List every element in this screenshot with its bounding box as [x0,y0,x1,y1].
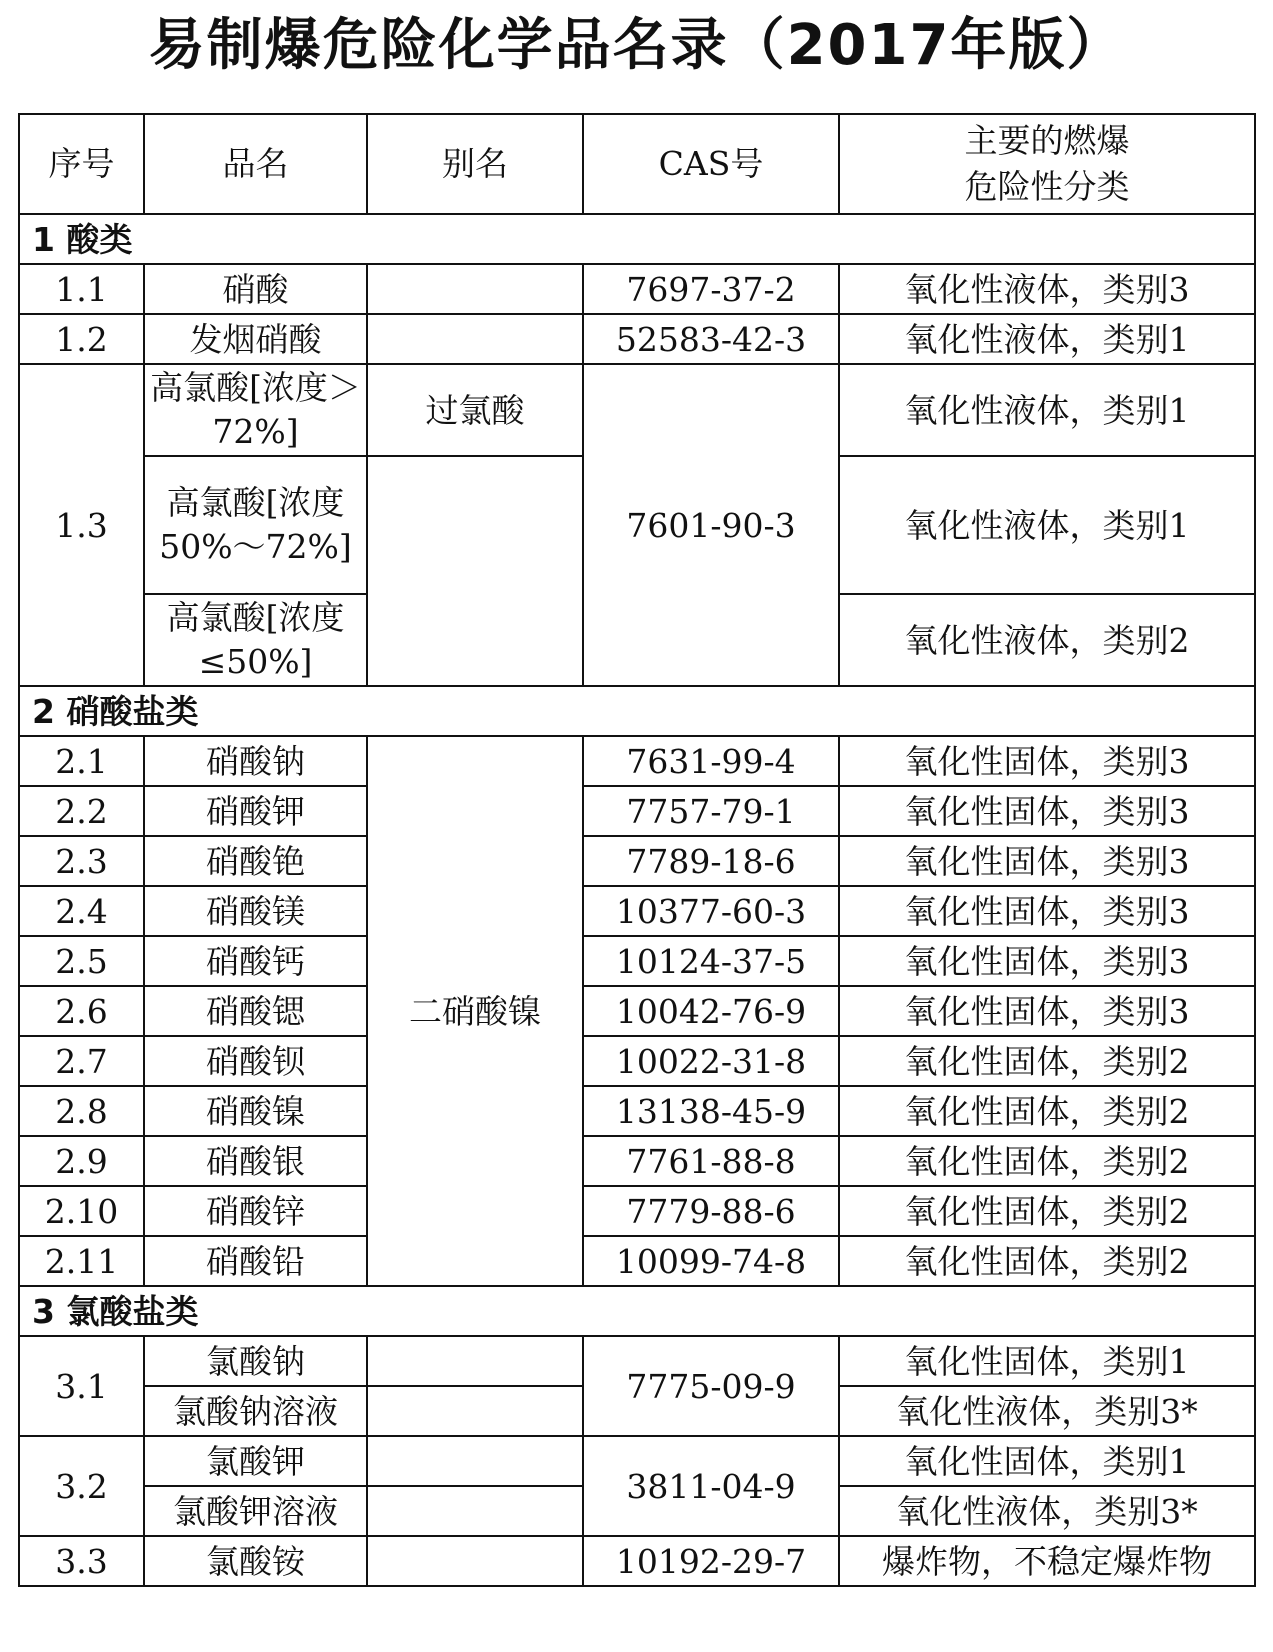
cell-seq: 2.7 [19,1036,144,1086]
cell-alias: 二硝酸镍 [409,991,541,1031]
table-row [19,786,1255,836]
cell-cas: 52583-42-3 [583,314,839,364]
table-row [19,1186,1255,1236]
cell-cas: 13138-45-9 [583,1086,839,1136]
section-row [19,1286,1255,1336]
section-row [19,686,1255,736]
cell-alias [367,1336,583,1386]
table-row [19,836,1255,886]
cell-name: 氯酸钠溶液 [144,1386,367,1436]
header-name: 品名 [144,114,367,214]
cell-alias [367,456,583,686]
cell-hazard: 氧化性液体，类别3 [839,264,1255,314]
cell-alias [367,264,583,314]
cell-seq: 2.10 [19,1186,144,1236]
cell-alias-group [367,736,583,1286]
cell-hazard: 氧化性液体，类别3* [839,1486,1255,1536]
cell-cas: 10022-31-8 [583,1036,839,1086]
cell-name: 硝酸银 [144,1136,367,1186]
cell-cas: 7631-99-4 [583,736,839,786]
cell-name: 硝酸铯 [144,836,367,886]
cell-name: 硝酸钡 [144,1036,367,1086]
cell-hazard: 氧化性固体，类别3 [839,836,1255,886]
cell-name: 硝酸铅 [144,1236,367,1286]
header-seq: 序号 [19,114,144,214]
cell-alias [367,1486,583,1536]
table-row [19,1336,1255,1386]
table-row [19,1036,1255,1086]
cell-seq: 2.2 [19,786,144,836]
cell-seq: 3.2 [19,1436,144,1536]
table-row [19,1536,1255,1586]
section-label: 3 氯酸盐类 [19,1286,1255,1336]
cell-seq: 2.6 [19,986,144,1036]
cell-hazard: 氧化性液体，类别1 [839,364,1255,456]
cell-hazard: 氧化性固体，类别2 [839,1236,1255,1286]
cell-cas: 10192-29-7 [583,1536,839,1586]
cell-name: 硝酸镁 [144,886,367,936]
cell-seq: 2.1 [19,736,144,786]
cell-name: 高氯酸[浓度≤50%] [144,594,367,686]
table-row [19,986,1255,1036]
cell-hazard: 爆炸物，不稳定爆炸物 [839,1536,1255,1586]
cell-seq: 2.11 [19,1236,144,1286]
header-alias: 别名 [367,114,583,214]
cell-hazard: 氧化性固体，类别3 [839,736,1255,786]
cell-hazard: 氧化性固体，类别2 [839,1036,1255,1086]
table-row [19,364,1255,456]
cell-cas: 3811-04-9 [583,1436,839,1536]
cell-hazard: 氧化性固体，类别2 [839,1086,1255,1136]
cell-hazard: 氧化性液体，类别2 [839,594,1255,686]
cell-seq: 1.1 [19,264,144,314]
table-row [19,314,1255,364]
table-row [19,1086,1255,1136]
page-title: 易制爆危险化学品名录（2017年版） [148,13,1125,78]
cell-alias [367,1536,583,1586]
header-hazard-line2: 危险性分类 [964,167,1130,206]
header-hazard-line1: 主要的燃爆 [964,121,1130,160]
cell-name: 硝酸 [144,264,367,314]
table-row [19,936,1255,986]
cell-hazard: 氧化性固体，类别3 [839,786,1255,836]
cell-alias [367,1436,583,1486]
cell-name: 氯酸钾溶液 [144,1486,367,1536]
cell-cas: 7779-88-6 [583,1186,839,1236]
cell-name: 发烟硝酸 [144,314,367,364]
cell-hazard: 氧化性固体，类别3 [839,936,1255,986]
header-hazard [839,114,1255,214]
cell-hazard: 氧化性固体，类别3 [839,886,1255,936]
cell-cas: 10377-60-3 [583,886,839,936]
cell-cas: 7775-09-9 [583,1336,839,1436]
cell-hazard: 氧化性固体，类别2 [839,1186,1255,1236]
cell-hazard: 氧化性液体，类别1 [839,456,1255,594]
cell-alias [367,314,583,364]
header-row [19,114,1255,214]
header-cas: CAS号 [583,114,839,214]
cell-hazard: 氧化性固体，类别1 [839,1436,1255,1486]
cell-cas: 7789-18-6 [583,836,839,886]
cell-seq: 2.9 [19,1136,144,1186]
cell-seq: 2.3 [19,836,144,886]
cell-name: 硝酸钾 [144,786,367,836]
cell-name: 硝酸镍 [144,1086,367,1136]
cell-seq: 3.1 [19,1336,144,1436]
cell-name: 氯酸铵 [144,1536,367,1586]
cell-seq: 2.5 [19,936,144,986]
section-row [19,214,1255,264]
cell-cas: 7757-79-1 [583,786,839,836]
cell-name: 氯酸钾 [144,1436,367,1486]
cell-seq: 2.8 [19,1086,144,1136]
cell-alias [367,1386,583,1436]
cell-name: 高氯酸[浓度50%～72%] [144,456,367,594]
cell-cas: 7697-37-2 [583,264,839,314]
cell-name: 硝酸钙 [144,936,367,986]
cell-hazard: 氧化性液体，类别3* [839,1386,1255,1436]
cell-name: 硝酸锶 [144,986,367,1036]
cell-alias: 过氯酸 [367,364,583,456]
table-row [19,1136,1255,1186]
cell-cas: 7761-88-8 [583,1136,839,1186]
chemicals-table [18,113,1256,1587]
cell-seq: 2.4 [19,886,144,936]
table-row [19,1436,1255,1486]
cell-seq: 1.3 [19,364,144,686]
cell-name: 硝酸锌 [144,1186,367,1236]
cell-cas: 10124-37-5 [583,936,839,986]
cell-hazard: 氧化性固体，类别2 [839,1136,1255,1186]
cell-name: 氯酸钠 [144,1336,367,1386]
table-row [19,886,1255,936]
cell-name: 高氯酸[浓度＞72%] [144,364,367,456]
table-row [19,264,1255,314]
cell-hazard: 氧化性液体，类别1 [839,314,1255,364]
cell-hazard: 氧化性固体，类别3 [839,986,1255,1036]
cell-cas: 10099-74-8 [583,1236,839,1286]
cell-seq: 1.2 [19,314,144,364]
table-row [19,736,1255,786]
section-label: 1 酸类 [19,214,1255,264]
cell-cas: 7601-90-3 [583,364,839,686]
table-row [19,1236,1255,1286]
cell-cas: 10042-76-9 [583,986,839,1036]
cell-hazard: 氧化性固体，类别1 [839,1336,1255,1386]
cell-seq: 3.3 [19,1536,144,1586]
cell-name: 硝酸钠 [144,736,367,786]
section-label: 2 硝酸盐类 [19,686,1255,736]
